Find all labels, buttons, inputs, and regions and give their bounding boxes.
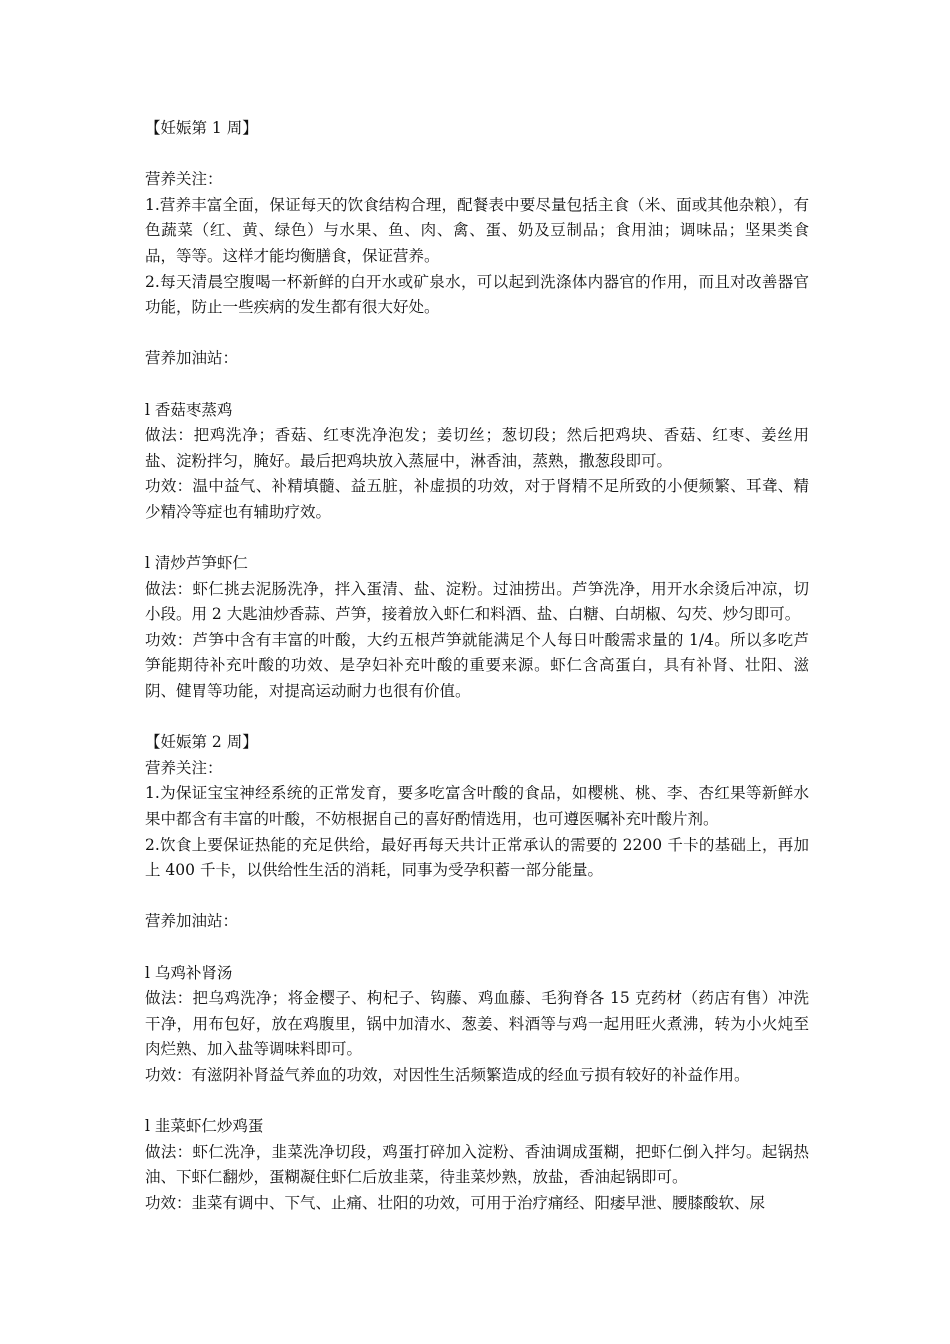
week1-recipe-2-method: 做法：虾仁挑去泥肠洗净，拌入蛋清、盐、淀粉。过油捞出。芦笋洗净，用开水余烫后冲凉，切小段。用 2 大匙油炒香蒜、芦笋，接着放入虾仁和料酒、盐、白糖、白胡椒、勾芡、炒匀即可。 bbox=[145, 579, 809, 624]
document-body bbox=[145, 116, 809, 1217]
week1-focus-item-2: 2.每天清晨空腹喝一杯新鲜的白开水或矿泉水，可以起到洗涤体内器官的作用，而且对改善器官功能，防止一些疾病的发生都有很大好处。 bbox=[145, 272, 809, 317]
week1-station-title: 营养加油站： bbox=[145, 349, 239, 368]
week1-focus-title: 营养关注： bbox=[145, 170, 223, 189]
week2-recipe-2-method: 做法：虾仁洗净，韭菜洗净切段，鸡蛋打碎加入淀粉、香油调成蛋糊，把虾仁倒入拌匀。起锅热油、下虾仁翻炒，蛋糊凝住虾仁后放韭菜，待韭菜炒熟，放盐，香油起锅即可。 bbox=[145, 1142, 809, 1187]
week2-focus-item-2: 2.饮食上要保证热能的充足供给，最好再每天共计正常承认的需要的 2200 千卡的基础上，再加上 400 千卡，以供给性生活的消耗，同事为受孕积蓄一部分能量。 bbox=[145, 835, 809, 880]
week1-focus-item-1: 1.营养丰富全面，保证每天的饮食结构合理，配餐表中要尽量包括主食（米、面或其他杂粮），有色蔬菜（红、黄、绿色）与水果、鱼、肉、禽、蛋、奶及豆制品；食用油；调味品；坚果类食品，等等。这样才能均衡膳食，保证营养。 bbox=[145, 195, 809, 265]
week1-recipe-1-method: 做法：把鸡洗净；香菇、红枣洗净泡发；姜切丝；葱切段；然后把鸡块、香菇、红枣、姜丝用盐、淀粉拌匀，腌好。最后把鸡块放入蒸屉中，淋香油，蒸熟，撒葱段即可。 bbox=[145, 426, 809, 470]
week2-recipe-1-name: l 乌鸡补肾汤 bbox=[145, 963, 233, 982]
week2-recipe-2-effect: 功效：韭菜有调中、下气、止痛、壮阳的功效，可用于治疗痛经、阳痿早泄、腰膝酸软、尿 bbox=[145, 1193, 766, 1212]
week2-recipe-1-method: 做法：把乌鸡洗净；将金樱子、枸杞子、钩藤、鸡血藤、毛狗脊各 15 克药材（药店有售）冲洗干净，用布包好，放在鸡腹里，锅中加清水、葱姜、料酒等与鸡一起用旺火煮沸，转为小火炖至肉烂熟、加入盐等调味料即可。 bbox=[145, 989, 809, 1059]
week1-heading: 【妊娠第 1 周】 bbox=[145, 119, 258, 137]
week2-heading: 【妊娠第 2 周】 bbox=[145, 733, 258, 752]
week1-recipe-2-name: l 清炒芦笋虾仁 bbox=[145, 554, 248, 573]
week2-focus-title: 营养关注： bbox=[145, 758, 223, 777]
week2-focus-item-1: 1.为保证宝宝神经系统的正常发育，要多吃富含叶酸的食品，如樱桃、桃、李、杏红果等新鲜水果中都含有丰富的叶酸，不妨根据自己的喜好酌情选用，也可遵医嘱补充叶酸片剂。 bbox=[145, 784, 809, 829]
week2-recipe-2-name: l 韭菜虾仁炒鸡蛋 bbox=[145, 1117, 264, 1136]
week1-recipe-1-name: l 香菇枣蒸鸡 bbox=[145, 400, 233, 419]
week1-recipe-2-effect: 功效：芦笋中含有丰富的叶酸，大约五根芦笋就能满足个人每日叶酸需求量的 1/4。所以多吃芦笋能期待补充叶酸的功效、是孕妇补充叶酸的重要来源。虾仁含高蛋白，具有补肾、壮阳、滋阴、健胃等功能，对提高运动耐力也很有价值。 bbox=[145, 630, 809, 701]
week2-recipe-1-effect: 功效：有滋阴补肾益气养血的功效，对因性生活频繁造成的经血亏损有较好的补益作用。 bbox=[145, 1065, 750, 1084]
week2-station-title: 营养加油站： bbox=[145, 912, 239, 931]
week1-recipe-1-effect: 功效：温中益气、补精填髓、益五脏，补虚损的功效，对于肾精不足所致的小便频繁、耳聋、精少精冷等症也有辅助疗效。 bbox=[145, 477, 809, 521]
